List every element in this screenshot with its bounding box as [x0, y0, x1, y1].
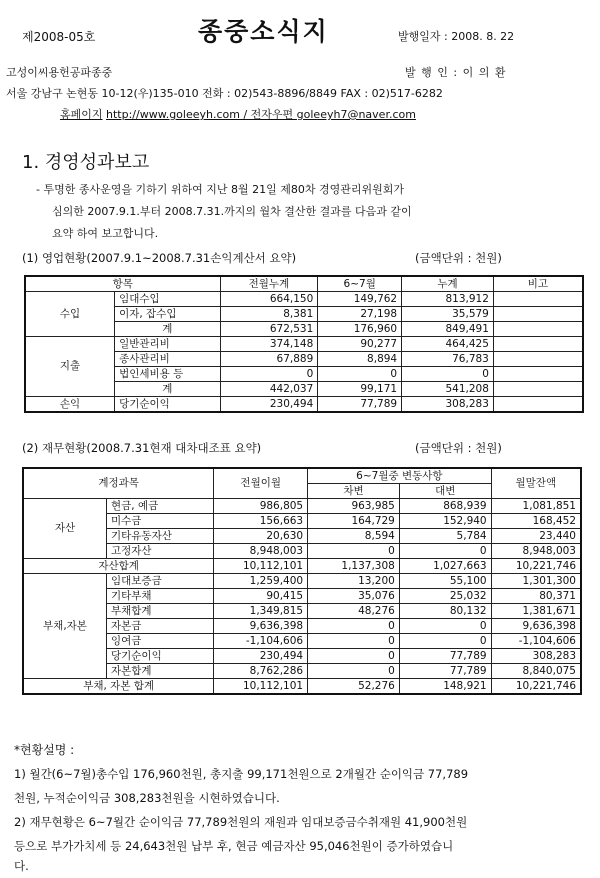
row-label: 부채합계 — [107, 604, 214, 619]
value-cell: 813,912 — [402, 292, 494, 307]
balance-header-row — [23, 468, 581, 484]
value-cell: 0 — [399, 634, 491, 649]
value-cell: 308,283 — [491, 649, 581, 664]
income-table — [24, 275, 584, 413]
value-cell: 9,636,398 — [491, 619, 581, 634]
row-label: 잉여금 — [107, 634, 214, 649]
balance-table — [22, 467, 582, 695]
intro-line: 요약 하여 보고합니다. — [52, 227, 159, 240]
row-label: 임대수입 — [115, 292, 221, 307]
table-row — [23, 574, 581, 589]
group-label: 지출 — [25, 337, 115, 397]
col-header: 계정과목 — [23, 468, 214, 499]
table-row — [23, 619, 581, 634]
value-cell: 77,789 — [399, 664, 491, 679]
table-row — [25, 292, 583, 307]
value-cell: 374,148 — [220, 337, 318, 352]
table-row — [23, 604, 581, 619]
value-cell: 0 — [402, 367, 494, 382]
table-row — [23, 499, 581, 514]
value-cell: 8,948,003 — [214, 544, 308, 559]
row-label: 계 — [115, 322, 221, 337]
table-row — [23, 529, 581, 544]
total-row — [23, 679, 581, 695]
remark-cell — [493, 322, 583, 337]
value-cell: 148,921 — [399, 679, 491, 695]
notes-title: *현황설명 : — [14, 743, 75, 757]
value-cell: 8,762,286 — [214, 664, 308, 679]
value-cell: 80,371 — [491, 589, 581, 604]
remark-cell — [493, 307, 583, 322]
value-cell: 849,491 — [402, 322, 494, 337]
col-header: 누계 — [402, 276, 494, 292]
balance-unit: (금액단위 : 천원) — [415, 441, 502, 455]
value-cell: 10,112,101 — [214, 679, 308, 695]
group-label: 자산 — [23, 499, 107, 559]
value-cell: 986,805 — [214, 499, 308, 514]
value-cell: 55,100 — [399, 574, 491, 589]
value-cell: 0 — [399, 619, 491, 634]
note-line: 다. — [14, 859, 29, 873]
value-cell: 168,452 — [491, 514, 581, 529]
value-cell: 8,948,003 — [491, 544, 581, 559]
value-cell: 10,112,101 — [214, 559, 308, 574]
row-label: 계 — [115, 382, 221, 397]
value-cell: 9,636,398 — [214, 619, 308, 634]
note-line: 등으로 부가가치세 등 24,643천원 납부 후, 현금 예금자산 95,046천원이 증가하였습니 — [14, 839, 454, 853]
value-cell: 80,132 — [399, 604, 491, 619]
value-cell: 67,889 — [220, 352, 318, 367]
web-line — [60, 106, 416, 122]
value-cell: 1,301,300 — [491, 574, 581, 589]
income-header-row — [25, 276, 583, 292]
value-cell: 176,960 — [318, 322, 402, 337]
total-row — [23, 559, 581, 574]
col-header: 항목 — [25, 276, 220, 292]
remark-cell — [493, 292, 583, 307]
value-cell: 1,381,671 — [491, 604, 581, 619]
value-cell: 90,415 — [214, 589, 308, 604]
table-row — [25, 337, 583, 352]
col-header: 6~7월 — [318, 276, 402, 292]
table-row — [23, 544, 581, 559]
value-cell: 8,894 — [318, 352, 402, 367]
value-cell: 541,208 — [402, 382, 494, 397]
value-cell: 90,277 — [318, 337, 402, 352]
value-cell: 0 — [308, 619, 400, 634]
value-cell: 0 — [308, 649, 400, 664]
value-cell: 308,283 — [402, 397, 494, 413]
balance-subtitle: (2) 재무현황(2008.7.31현재 대차대조표 요약) — [22, 441, 262, 455]
table-row — [23, 514, 581, 529]
value-cell: 52,276 — [308, 679, 400, 695]
newsletter-title: 종중소식지 — [198, 17, 329, 46]
value-cell: 0 — [399, 544, 491, 559]
note-line: 1) 월간(6~7월)총수입 176,960천원, 총지출 99,171천원으로 2개월간 순이익금 77,789 — [14, 767, 469, 781]
value-cell: 8,594 — [308, 529, 400, 544]
value-cell: 48,276 — [308, 604, 400, 619]
col-header: 비고 — [493, 276, 583, 292]
value-cell: 156,663 — [214, 514, 308, 529]
value-cell: 0 — [308, 634, 400, 649]
remark-cell — [493, 397, 583, 413]
value-cell: 99,171 — [318, 382, 402, 397]
value-cell: 8,840,075 — [491, 664, 581, 679]
value-cell: -1,104,606 — [214, 634, 308, 649]
group-label: 수입 — [25, 292, 115, 337]
income-unit: (금액단위 : 천원) — [415, 251, 502, 265]
row-label: 일반관리비 — [115, 337, 221, 352]
row-label: 기타부채 — [107, 589, 214, 604]
section-title: 1. 경영성과보고 — [22, 152, 150, 173]
row-label: 자본금 — [107, 619, 214, 634]
col-header: 월말잔액 — [491, 468, 581, 499]
value-cell: 0 — [308, 544, 400, 559]
table-row — [23, 634, 581, 649]
value-cell: -1,104,606 — [491, 634, 581, 649]
value-cell: 76,783 — [402, 352, 494, 367]
value-cell: 152,940 — [399, 514, 491, 529]
col-header: 차변 — [308, 484, 400, 499]
value-cell: 77,789 — [399, 649, 491, 664]
value-cell: 672,531 — [220, 322, 318, 337]
col-header: 대변 — [399, 484, 491, 499]
row-label: 당기순이익 — [107, 649, 214, 664]
web-label: 홈페이지 — [60, 108, 103, 121]
value-cell: 464,425 — [402, 337, 494, 352]
row-label: 현금, 예금 — [107, 499, 214, 514]
web-value[interactable]: http://www.goleeyh.com / 전자우편 goleeyh7@naver.com — [106, 108, 416, 121]
intro-line: - 투명한 종사운영을 기하기 위하여 지난 8월 21일 제80차 경영관리위원회가 — [36, 183, 404, 196]
value-cell: 13,200 — [308, 574, 400, 589]
row-label: 종사관리비 — [115, 352, 221, 367]
row-label: 이자, 잡수입 — [115, 307, 221, 322]
table-row — [23, 649, 581, 664]
value-cell: 868,939 — [399, 499, 491, 514]
value-cell: 1,259,400 — [214, 574, 308, 589]
intro-line: 심의한 2007.9.1.부터 2008.7.31.까지의 월차 결산한 결과를 다음과 같이 — [52, 205, 412, 218]
remark-cell — [493, 352, 583, 367]
publisher-name: 발 행 인 : 이 의 환 — [405, 66, 507, 79]
value-cell: 1,349,815 — [214, 604, 308, 619]
note-line: 2) 재무현황은 6~7월간 순이익금 77,789천원의 재원과 임대보증금수취재원 41,900천원 — [14, 815, 468, 829]
row-label: 자산합계 — [23, 559, 214, 574]
value-cell: 5,784 — [399, 529, 491, 544]
value-cell: 10,221,746 — [491, 679, 581, 695]
row-label: 당기순이익 — [115, 397, 221, 413]
value-cell: 25,032 — [399, 589, 491, 604]
value-cell: 20,630 — [214, 529, 308, 544]
table-row — [25, 397, 583, 413]
row-label: 미수금 — [107, 514, 214, 529]
remark-cell — [493, 367, 583, 382]
row-label: 임대보증금 — [107, 574, 214, 589]
row-label: 자본합계 — [107, 664, 214, 679]
note-line: 천원, 누적순이익금 308,283천원을 시현하였습니다. — [14, 791, 280, 805]
value-cell: 1,081,851 — [491, 499, 581, 514]
value-cell: 0 — [220, 367, 318, 382]
value-cell: 35,076 — [308, 589, 400, 604]
value-cell: 8,381 — [220, 307, 318, 322]
issue-number: 제2008-05호 — [22, 30, 96, 44]
table-row — [23, 589, 581, 604]
value-cell: 0 — [308, 664, 400, 679]
value-cell: 23,440 — [491, 529, 581, 544]
income-subtitle: (1) 영업현황(2007.9.1~2008.7.31손익계산서 요약) — [22, 251, 297, 265]
col-header: 전월이월 — [214, 468, 308, 499]
row-label: 고정자산 — [107, 544, 214, 559]
group-label: 손익 — [25, 397, 115, 413]
value-cell: 27,198 — [318, 307, 402, 322]
row-label: 기타유동자산 — [107, 529, 214, 544]
col-header: 6~7월중 변동사항 — [308, 468, 492, 484]
value-cell: 149,762 — [318, 292, 402, 307]
value-cell: 164,729 — [308, 514, 400, 529]
publish-date: 발행일자 : 2008. 8. 22 — [398, 30, 515, 43]
value-cell: 230,494 — [220, 397, 318, 413]
value-cell: 10,221,746 — [491, 559, 581, 574]
value-cell: 1,137,308 — [308, 559, 400, 574]
table-row — [23, 664, 581, 679]
value-cell: 442,037 — [220, 382, 318, 397]
remark-cell — [493, 382, 583, 397]
col-header: 전월누계 — [220, 276, 318, 292]
value-cell: 0 — [318, 367, 402, 382]
value-cell: 230,494 — [214, 649, 308, 664]
organization-name: 고성이씨용헌공파종중 — [6, 66, 113, 79]
value-cell: 1,027,663 — [399, 559, 491, 574]
row-label: 법인세비용 등 — [115, 367, 221, 382]
value-cell: 77,789 — [318, 397, 402, 413]
remark-cell — [493, 337, 583, 352]
row-label: 부채, 자본 합계 — [23, 679, 214, 695]
value-cell: 963,985 — [308, 499, 400, 514]
value-cell: 35,579 — [402, 307, 494, 322]
value-cell: 664,150 — [220, 292, 318, 307]
group-label: 부채,자본 — [23, 574, 107, 679]
address-line: 서울 강남구 논현동 10-12(우)135-010 전화 : 02)543-8896/8849 FAX : 02)517-6282 — [6, 87, 443, 100]
